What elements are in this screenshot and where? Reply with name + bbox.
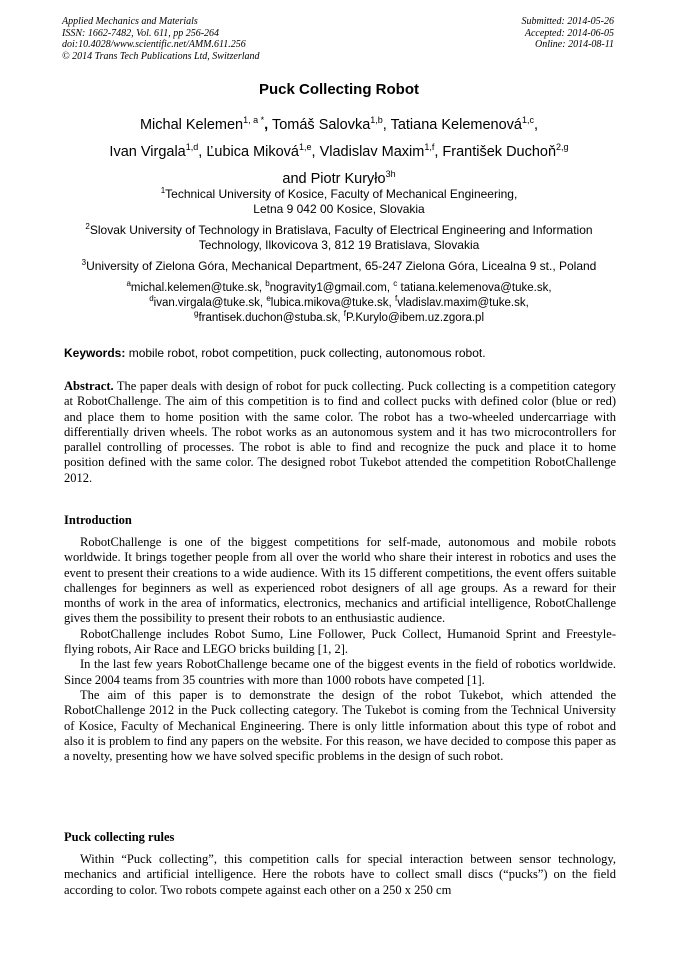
journal-copyright: © 2014 Trans Tech Publications Ltd, Switzerland [62,50,260,62]
affiliation-3 [40,259,638,274]
affiliation-line: Technical University of Kosice, Faculty of Mechanical Engineering, [165,187,518,201]
dates-header [522,16,615,51]
email-sup: f [343,309,346,318]
author-sup: 3h [385,169,396,179]
abstract-label: Abstract. [64,379,114,393]
keywords-label: Keywords: [64,346,126,360]
email-line-3 [40,311,638,326]
author-name: František Duchoň [442,144,557,160]
affiliation-list [40,187,638,280]
affiliation-2 [40,223,638,253]
email-sup: d [149,294,154,303]
email-line-1 [40,281,638,296]
paragraph: Within “Puck collecting”, this competition calls for special interaction between sensor technology, mechanics and artificial intelligence. Here the robots have to collect small discs (“pucks”) on the field according to color. Two robots compete against each other on a 250 x 250 cm [64,852,616,897]
email-sup: c [393,279,398,288]
keywords [64,346,616,360]
author-sup: 1, a * [243,115,265,125]
abstract-text: The paper deals with design of robot for puck collecting. Puck collecting is a competition category at RobotChallenge. The aim of this competition is to find and collect pucks with defined color (blue or red) and place them to home position with the same color. The robot has a two-wheeled undercarriage with differentially driven wheels. The robot works as an autonomous system and it has two microcontrollers for parallel controlling of processes. The robot is able to find and recognize the puck and place it to home position defined with the same color. The designed robot Tukebot attended the competition RobotChallenge 2012. [64,379,616,485]
affiliation-sup: 2 [85,222,90,231]
author-name: Ivan Virgala [109,144,186,160]
email-link[interactable]: vladislav.maxim@tuke.sk, [397,297,529,309]
introduction-heading: Introduction [64,513,132,527]
submitted-date: Submitted: 2014-05-26 [521,16,614,27]
affiliation-line: Letna 9 042 00 Kosice, Slovakia [253,202,425,216]
author-sup: 1,e [299,142,312,152]
email-link[interactable]: ivan.virgala@tuke.sk, [153,297,264,309]
email-sup: e [266,294,271,303]
paragraph: RobotChallenge includes Robot Sumo, Line Follower, Puck Collect, Humanoid Sprint and Freestyle-flying robots, Air Race and LEGO bricks building [1, 2]. [64,626,616,657]
journal-doi: doi:10.4028/www.scientific.net/AMM.611.256 [62,39,246,50]
paper-title: Puck Collecting Robot [258,81,419,98]
email-link[interactable]: tatiana.kelemenova@tuke.sk, [400,282,552,294]
abstract [64,379,616,486]
affiliation-line: University of Zielona Góra, Mechanical Department, 65-247 Zielona Góra, Licealna 9 st., Poland [86,259,597,273]
author-sup: 2,g [556,142,569,152]
email-list [40,281,638,326]
affiliation-line: Technology, Ilkovicova 3, 812 19 Bratislava, Slovakia [198,238,480,252]
online-date: Online: 2014-08-11 [535,39,614,50]
affiliation-line: Slovak University of Technology in Bratislava, Faculty of Electrical Engineering and Information [89,223,593,237]
email-sup: b [265,279,270,288]
author-line-2: Ivan Virgala$^{1,d}$, Ľubica Miková$^{1,e}$, Vladislav Maxim$^{1,f}$, František Duchoň$^{2,g}$ [109,142,569,160]
puck-rules-body [64,852,616,898]
puck-rules-heading: Puck collecting rules [64,830,175,844]
affiliation-1 [40,187,638,217]
email-link[interactable]: nogravity1@gmail.com, [269,282,391,294]
journal-header [62,16,260,62]
affiliation-sup: 3 [81,258,87,267]
author-name: Vladislav Maxim [319,144,425,160]
journal-name: Applied Mechanics and Materials [62,16,198,27]
author-name: Ľubica Miková [206,144,299,160]
accepted-date: Accepted: 2014-06-05 [524,27,614,39]
author-sup: 1,b [370,115,383,125]
email-link[interactable]: lubica.mikova@tuke.sk, [270,297,392,309]
paragraph: RobotChallenge is one of the biggest competitions for self-made, autonomous and mobile robots worldwide. It brings together people from all over the world who share their interest in robotics and uses the event to present their creations to a wide audience. With its 15 different competitions, the event offers suitable challenges for beginners as well as experienced robot designers of all age groups. As a reward for their months of work in the area of informatics, electronics, mechanics and artificial intelligence, RobotChallenge gives them the possibility to present their robots to an enthusiastic audience. [64,535,616,626]
introduction-body [64,535,616,764]
email-line-2 [40,296,638,311]
author-name: Tatiana Kelemenová [390,117,522,133]
author-sup: 1,d [185,142,199,152]
paragraph: In the last few years RobotChallenge became one of the biggest events in the field of robotics worldwide. Since 2004 teams from 35 countries with more than 1000 robots have competed [1]. [64,657,616,687]
paragraph: The aim of this paper is to demonstrate the design of the robot Tukebot, which attended the RobotChallenge 2012 in the Puck collecting category. The Tukebot is coming from the Technical University of Kosice, Faculty of Mechanical Engineering. There is only little information about this type of robot and also it is problem to find any papers on the website. For this reason, we have decided to compose this paper as a novelty, presenting how we have solved specific problems in the design of such robot. [64,687,616,764]
email-link[interactable]: P.Kurylo@ibem.uz.zgora.pl [345,312,484,324]
author-name: Michal Kelemen [139,117,244,133]
author-sup: 1,f [424,142,435,152]
author-name: Tomáš Salovka [271,117,371,133]
email-sup: g [193,309,199,318]
journal-issn: ISSN: 1662-7482, Vol. 611, pp 256-264 [62,27,220,39]
email-link[interactable]: frantisek.duchon@stuba.sk, [198,312,341,324]
author-sup: 1,c [522,115,535,125]
email-link[interactable]: michal.kelemen@tuke.sk, [130,282,263,294]
author-line-1: Michal Kelemen$^{1, a *}$, Tomáš Salovka$^{1,b}$, Tatiana Kelemenová$^{1,c}$, [139,115,539,133]
author-name: Piotr Kuryło [310,171,386,187]
email-sup: a [126,279,131,288]
author-list [40,112,638,193]
keywords-text: mobile robot, robot competition, puck collecting, autonomous robot. [128,346,486,360]
author-line-3: and Piotr Kuryło$^{3h}$ [282,169,396,187]
email-sup: f [394,294,398,303]
affiliation-sup: 1 [160,186,166,195]
